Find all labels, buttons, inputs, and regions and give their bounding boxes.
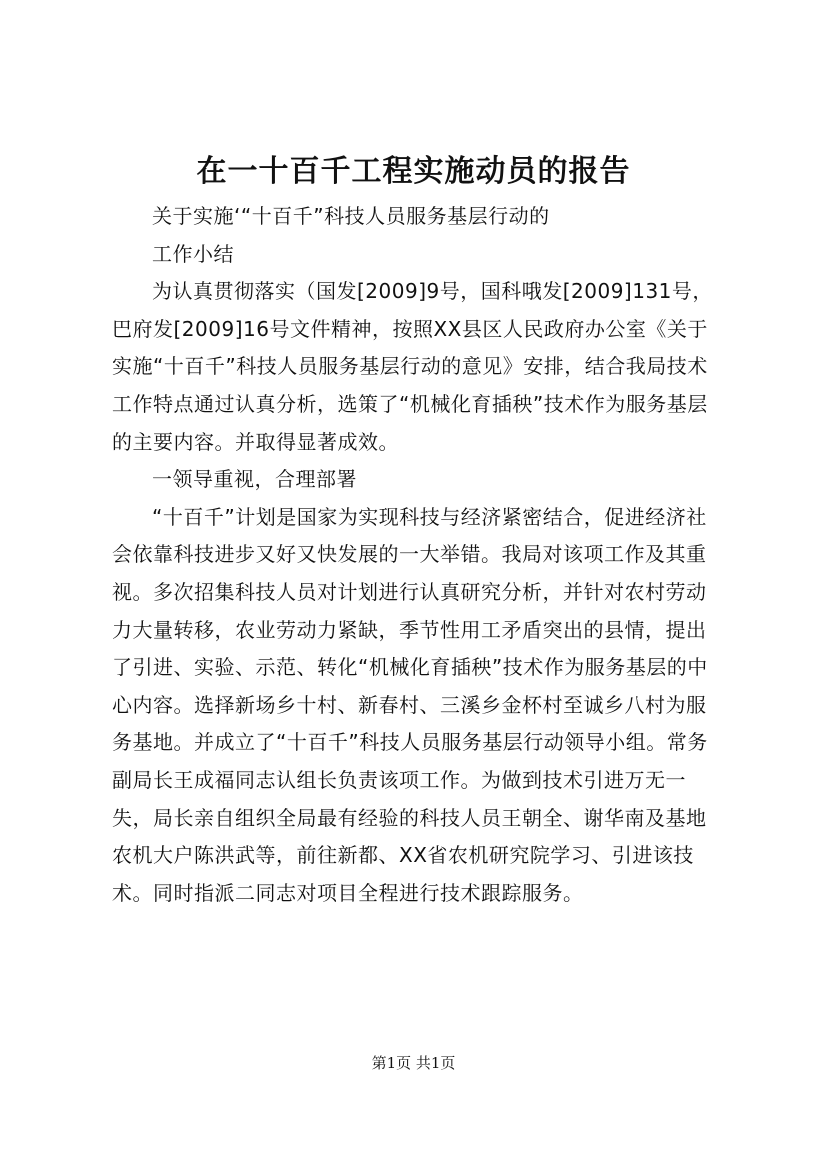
section-heading: 一领导重视，合理部署 — [152, 467, 357, 492]
subtitle-line-2: 工作小结 — [152, 241, 234, 266]
page-footer: 第1页 共1页 — [371, 1054, 456, 1072]
intro-paragraph: 为认真贯彻落实（国发[2009]9号，国科哦发[2009]131号，巴府发[2009]16号文件精神，按照XX县区人民政府办公室《关于实施“十百千”科技人员服务基层行动的意见》安排，结合我局技术工作特点通过认真分析，选策了“机械化育插秧”技术作为服务基层的主要内容。并取得显著成效。 — [112, 279, 713, 454]
section-paragraph: “十百千”计划是国家为实现科技与经济紧密结合，促进经济社会依靠科技进步又好又快发展的一大举错。我局对该项工作及其重视。多次招集科技人员对计划进行认真研究分析，并针对农村劳动力大量转移，农业劳动力紧缺，季节性用工矛盾突出的县情，提出了引进、实验、示范、转化“机械化育插秧”技术作为服务基层的中心内容。选择新场乡十村、新春村、三溪乡金杯村至诚乡八村为服务基地。并成立了“十百千”科技人员服务基层行动领导小组。常务副局长王成福同志认组长负责该项工作。为做到技术引进万无一失，局长亲自组织全局最有经验的科技人员王朝全、谢华南及基地农机大户陈洪武等，前往新都、XX省农机研究院学习、引进该技术。同时指派二同志对项目全程进行技术跟踪服务。 — [112, 504, 708, 905]
document-title: 在一十百千工程实施动员的报告 — [196, 154, 631, 189]
document-body — [112, 198, 724, 912]
subtitle-line-1: 关于实施‘“十百千”科技人员服务基层行动的 — [152, 204, 550, 228]
